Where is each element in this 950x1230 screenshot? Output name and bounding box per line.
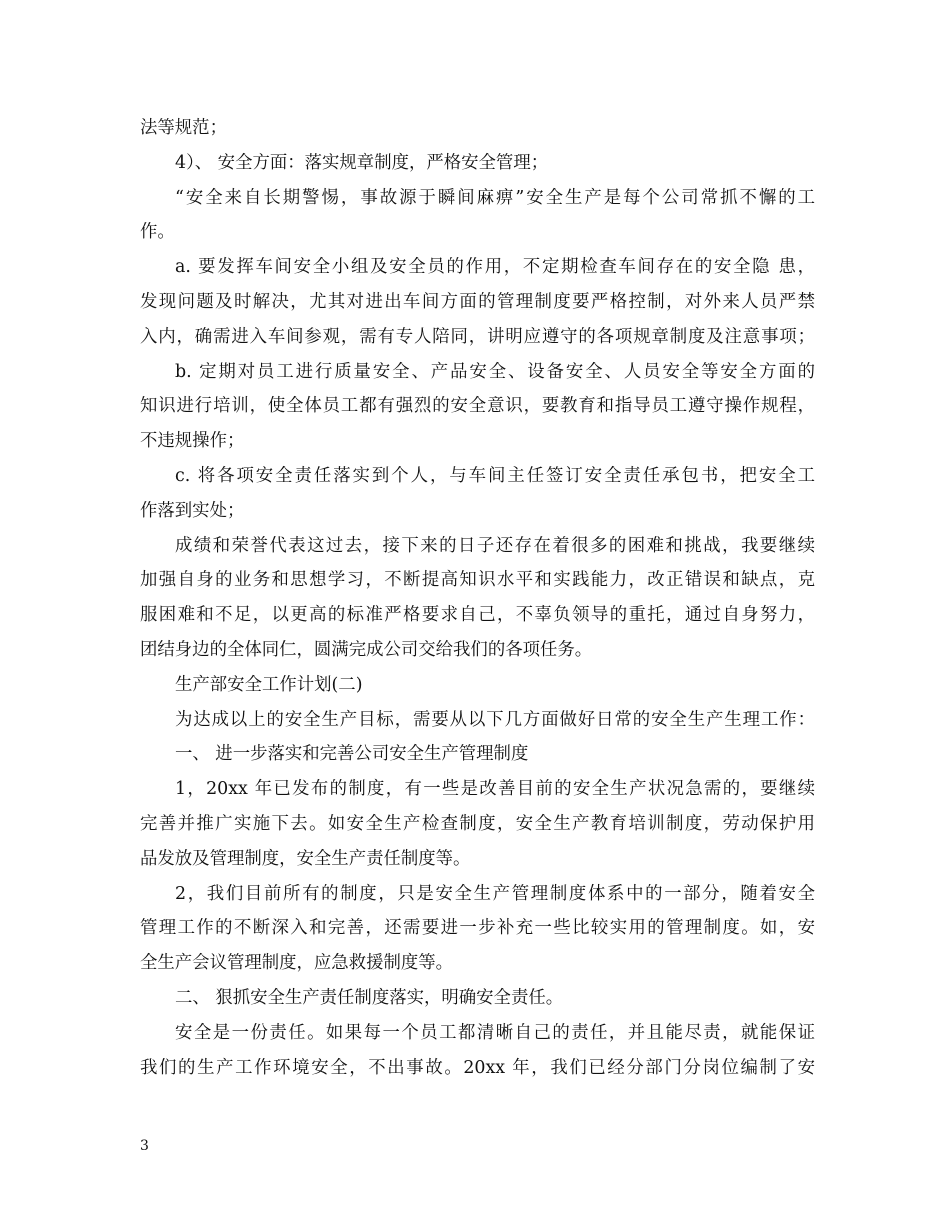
text-line: 完善并推广实施下去。如安全生产检查制度，安全生产教育培训制度，劳动保护用 [140,813,815,834]
document-body [140,111,815,1085]
text-line: 我们的生产工作环境安全，不出事故。20xx 年，我们已经分部门分岗位编制了安 [140,1057,815,1078]
text-line: 入内，确需进入车间参观，需有专人陪同，讲明应遵守的各项规章制度及注意事项； [140,326,815,347]
text-line: 知识进行培训，使全体员工都有强烈的安全意识，要教育和指导员工遵守操作规程， [140,396,815,417]
text-line: 不违规操作； [140,431,245,452]
text-line: 加强自身的业务和思想学习，不断提高知识水平和实践能力，改正错误和缺点，克 [140,570,815,591]
text-line: 法等规范； [140,118,227,138]
text-line: 一、 进一步落实和完善公司安全生产管理制度 [175,744,529,765]
page-number: 3 [140,1138,149,1154]
text-line: 生产部安全工作计划(二) [175,674,363,695]
text-line: 全生产会议管理制度，应急救援制度等。 [140,953,454,974]
text-line: 服困难和不足，以更高的标准严格要求自己，不辜负领导的重托，通过自身努力， [140,605,815,626]
text-line: 2，我们目前所有的制度，只是安全生产管理制度体系中的一部分，随着安全 [175,883,815,904]
text-line: 团结身边的全体同仁，圆满完成公司交给我们的各项任务。 [140,639,593,660]
text-line: c. 将各项安全责任落实到个人，与车间主任签订安全责任承包书，把安全工 [175,465,815,486]
text-line: 4）、 安全方面：落实规章制度，严格安全管理； [175,152,549,173]
text-line: 安全是一份责任。如果每一个员工都清晰自己的责任，并且能尽责，就能保证 [175,1022,815,1043]
text-line: “安全来自长期警惕，事故源于瞬间麻痹”安全生产是每个公司常抓不懈的工 [175,187,815,208]
text-line: 成绩和荣誉代表这过去，接下来的日子还存在着很多的困难和挑战，我要继续 [175,535,815,556]
text-line: 发现问题及时解决，尤其对进出车间方面的管理制度要严格控制，对外来人员严禁 [140,291,815,312]
text-line: 为达成以上的安全生产目标，需要从以下几方面做好日常的安全生产生理工作： [175,709,815,730]
text-line: a. 要发挥车间安全小组及安全员的作用，不定期检查车间存在的安全隐 患， [175,257,815,278]
text-line: 1，20xx 年已发布的制度，有一些是改善目前的安全生产状况急需的，要继续 [175,779,815,800]
text-line: b. 定期对员工进行质量安全、产品安全、设备安全、人员安全等安全方面的 [175,361,815,382]
text-line: 作。 [140,222,175,243]
text-line: 二、 狠抓安全生产责任制度落实，明确安全责任。 [175,987,564,1008]
text-line: 管理工作的不断深入和完善，还需要进一步补充一些比较实用的管理制度。如，安 [140,918,815,939]
text-line: 品发放及管理制度，安全生产责任制度等。 [140,848,471,869]
text-line: 作落到实处； [140,500,245,521]
